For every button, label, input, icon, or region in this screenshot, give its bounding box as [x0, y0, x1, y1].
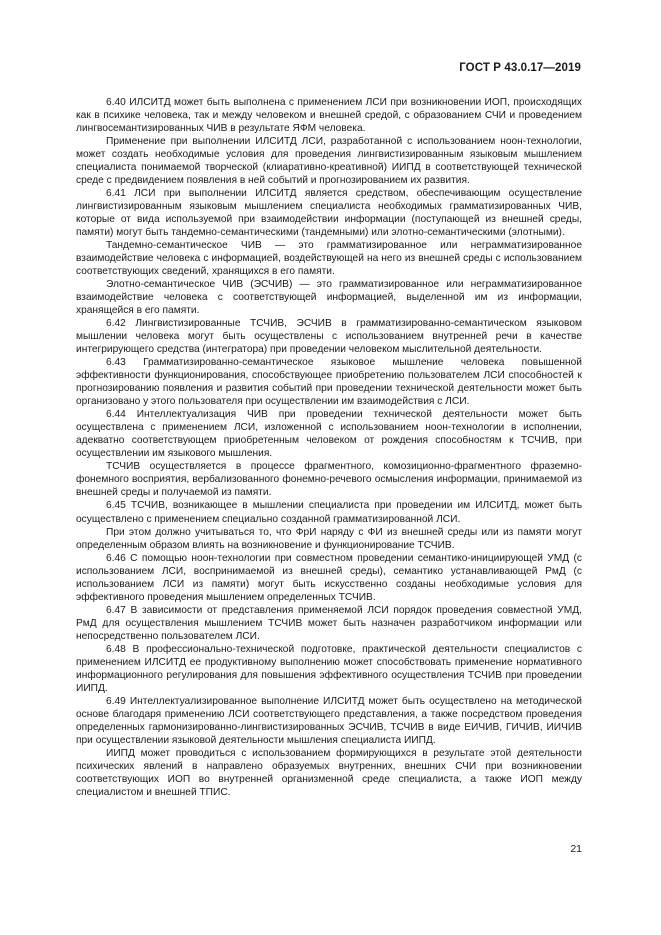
paragraph: 6.42 Лингвистизированные ТСЧИВ, ЭСЧИВ в грамматизированно-семантическом языковом мышлении человека могут быть осуществлены с использованием внутренней речи в качестве интегрирующего средства (интегратора) при проведении человеком мыслительной деятельности. — [76, 318, 582, 356]
paragraph: Применение при выполнении ИЛСИТД ЛСИ, разработанной с использованием ноон-технологии, может создать необходимые условия для проведения лингвистизированным языковым мышлением специалиста понимаемой творческой (клиаративно-креативной) ИИПД в соответствующей технической среде с предвидением появления в ней событий и прогнозированием их развития. — [76, 136, 582, 187]
paragraph: При этом должно учитываться то, что ФрИ наряду с ФИ из внешней среды или из памяти могут определенным образом влиять на возникновение и функционирование ТСЧИВ. — [76, 526, 582, 551]
document-body — [76, 96, 582, 799]
paragraph: Тандемно-семантическое ЧИВ — это грамматизированное или неграмматизированное взаимодействие человека с информацией, воздействующей на него из внешней среды с использованием соответствующих сведений, хранящихся в его памяти. — [76, 240, 582, 278]
paragraph: 6.47 В зависимости от представления применяемой ЛСИ порядок проведения совместной УМД, РмД для осуществления мышлением ТСЧИВ может быть назначен разработчиком информации или непосредственно пользователем ЛСИ. — [76, 604, 582, 642]
paragraph: ИИПД может проводиться с использованием формирующихся в результате этой деятельности психических явлений в направлено образуемых внутренних, внешних СЧИ при возникновении соответствующих ИОП во внутренней организменной среде специалиста, а также ИОП между специалистом и внешней ТПИС. — [76, 747, 582, 798]
page-number: 21 — [570, 843, 582, 855]
paragraph: 6.46 С помощью ноон-технологии при совместном проведении семантико-инициирующей УМД (с использованием ЛСИ, воспринимаемой из внешней среды), семантико устанавливающей РмД (с использованием ЛСИ из памяти) могут быть искусственно созданы необходимые условия для эффективного проведения мышлением определенных ТСЧИВ. — [76, 552, 582, 603]
paragraph: ТСЧИВ осуществляется в процессе фрагментного, комозиционно-фрагментного фраземно-фонемного восприятия, вербализованного фонемно-речевого осмысления информации, принимаемой из внешней среды и получаемой из памяти. — [76, 461, 582, 499]
paragraph: 6.40 ИЛСИТД может быть выполнена с применением ЛСИ при возникновении ИОП, происходящих как в психике человека, так и между человеком и внешней средой, с образованием СЧИ и проведением лингвосемантизированных ЧИВ в результате ЯФМ человека. — [76, 97, 582, 135]
paragraph: 6.45 ТСЧИВ, возникающее в мышлении специалиста при проведении им ИЛСИТД, может быть осуществлено с применением специально созданной грамматизированной ЛСИ. — [76, 500, 582, 525]
paragraph: Элотно-семантическое ЧИВ (ЭСЧИВ) — это грамматизированное или неграмматизированное взаимодействие человека с соответствующей информацией, выделенной им из информации, хранящейся в его памяти. — [76, 279, 582, 317]
paragraph: 6.43 Грамматизированно-семантическое языковое мышление человека повышенной эффективности функционирования, способствующее приобретению пользователем ЛСИ способностей к прогнозированию появления и развития событий при проведении технической деятельности может быть организовано у этого пользователя при осуществлении им взаимодействия с ЛСИ. — [76, 357, 582, 408]
paragraph: 6.44 Интеллектуализация ЧИВ при проведении технической деятельности может быть осуществлена с применением ЛСИ, изложенной с использованием ноон-технологии в исполнении, адекватно соответствующем приобретенным человеком от рождения способностям к ТСЧИВ, при осуществлении им языкового мышления. — [76, 409, 582, 460]
paragraph: 6.48 В профессионально-технической подготовке, практической деятельности специалистов с применением ИЛСИТД ее продуктивному выполнению может способствовать применение нормативного информационного регулирования для повышения эффективного осуществления ТСЧИВ при проведении ИИПД. — [76, 643, 582, 694]
standard-code-header: ГОСТ Р 43.0.17—2019 — [459, 62, 581, 74]
paragraph: 6.41 ЛСИ при выполнении ИЛСИТД является средством, обеспечивающим осуществление лингвистизированным языковым мышлением специалиста необходимых грамматизированных ЧИВ, которые от вида используемой при взаимодействии информации (поступающей из внешней среды, памяти) могут быть тандемно-семантическими (тандемными) или элотно-семантическими (элотными). — [76, 188, 582, 239]
paragraph: 6.49 Интеллектуализированное выполнение ИЛСИТД может быть осуществлено на методической основе благодаря применению ЛСИ соответствующего представления, а также посредством проведения определенных гармонизированно-лингвистизированных ЭСЧИВ, ТСЧИВ в виде ЕИЧИВ, ГИЧИВ, ИИЧИВ при осуществлении языковой деятельности мышления специалиста ИИПД. — [76, 695, 582, 746]
